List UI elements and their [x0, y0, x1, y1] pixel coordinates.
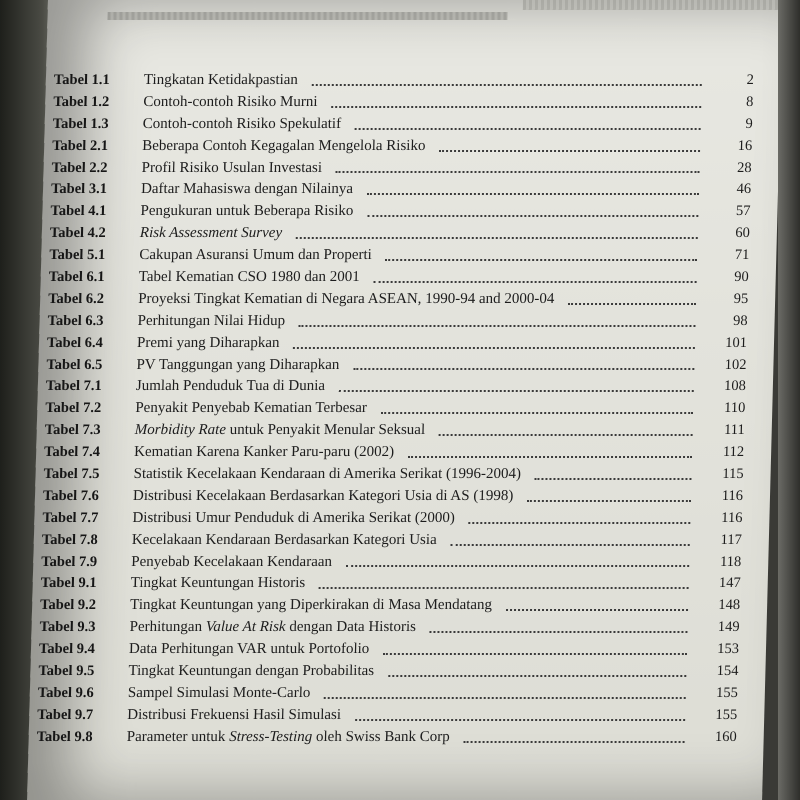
table-title [137, 333, 280, 355]
table-title [132, 508, 455, 530]
page-number: 115 [722, 466, 744, 483]
table-title-text: Risk Assessment Survey [139, 225, 283, 242]
toc-row [38, 661, 739, 683]
table-title [133, 464, 521, 486]
table-title [141, 179, 354, 201]
dot-leader [296, 235, 698, 239]
table-of-tables [36, 70, 754, 749]
table-title [136, 376, 326, 398]
dot-leader [374, 279, 697, 283]
dot-leader [506, 607, 688, 611]
page-number: 111 [723, 422, 745, 439]
page-number: 118 [719, 553, 742, 570]
page-number: 102 [724, 356, 747, 373]
toc-row [49, 245, 750, 267]
table-title [136, 355, 340, 377]
page-number: 110 [723, 400, 746, 417]
table-number: Tabel 4.1 [50, 203, 107, 220]
page-number: 148 [718, 597, 741, 614]
toc-row [45, 398, 746, 420]
table-number: Tabel 2.1 [51, 137, 109, 154]
table-number: Tabel 6.5 [46, 356, 103, 373]
page-number: 9 [745, 115, 753, 132]
page-number: 155 [715, 706, 738, 723]
page-number: 153 [717, 641, 740, 658]
table-title-text: untuk Penyakit Menular Seksual [225, 422, 426, 439]
table-number: Tabel 1.1 [53, 72, 110, 88]
page-number: 101 [725, 334, 748, 351]
table-number: Tabel 1.2 [53, 93, 110, 110]
page-number: 28 [736, 159, 752, 176]
page-number: 155 [715, 684, 739, 701]
toc-row [46, 355, 747, 377]
dot-leader [381, 410, 693, 414]
table-number: Tabel 6.4 [46, 334, 104, 351]
table-title-prefix: Parameter untuk [126, 728, 230, 745]
dot-leader [312, 82, 702, 86]
page-number: 46 [736, 181, 752, 198]
toc-row [52, 114, 753, 136]
table-title [137, 311, 285, 333]
table-title [128, 683, 311, 705]
table-title-text: Tabel Kematian CSO 1980 dan 2001 [138, 269, 360, 286]
table-title [140, 223, 283, 245]
page-number: 117 [720, 531, 743, 548]
page-number: 60 [735, 225, 751, 242]
table-number: Tabel 7.2 [45, 400, 102, 417]
table-title-italic: Morbidity Rate [134, 422, 227, 439]
toc-row [50, 201, 751, 223]
table-title [131, 552, 332, 574]
toc-row [53, 92, 754, 114]
page-number: 112 [722, 444, 745, 461]
page-number: 147 [718, 575, 741, 592]
table-number: Tabel 7.7 [42, 509, 99, 526]
page-number: 116 [721, 487, 744, 504]
table-title [129, 639, 370, 661]
dot-leader [367, 213, 698, 217]
book-edge [778, 0, 800, 800]
toc-row [40, 595, 741, 617]
dot-leader [298, 323, 695, 327]
table-number: Tabel 9.2 [39, 597, 97, 614]
table-title-text: Tingkatan Ketidakpastian [143, 72, 299, 88]
table-number: Tabel 7.1 [45, 378, 102, 395]
table-title [138, 289, 555, 311]
table-title [135, 398, 367, 420]
dot-leader [385, 257, 697, 261]
table-number: Tabel 1.3 [52, 115, 109, 132]
dot-leader [429, 629, 687, 633]
toc-row [51, 158, 752, 180]
dot-leader [367, 191, 699, 195]
toc-row [42, 508, 743, 530]
table-title-text: Perhitungan Nilai Hidup [137, 312, 286, 329]
table-title-text: Proyeksi Tingkat Kematian di Negara ASEAN, 1990-94 and 2000-04 [137, 290, 555, 307]
toc-row [41, 552, 742, 574]
table-number: Tabel 2.2 [51, 159, 108, 176]
table-number: Tabel 7.9 [41, 553, 98, 570]
table-title-text: Kematian Karena Kanker Paru-paru (2002) [133, 444, 395, 461]
table-title-text: Kecelakaan Kendaraan Berdasarkan Kategori Usia [131, 531, 437, 548]
table-title-text: dengan Data Historis [285, 619, 417, 636]
toc-row [48, 289, 749, 311]
table-title-text: Data Perhitungan VAR untuk Portofolio [128, 641, 370, 658]
table-title [133, 486, 514, 508]
table-title [127, 705, 341, 727]
table-number: Tabel 9.3 [39, 619, 96, 636]
table-number: Tabel 9.1 [40, 575, 97, 592]
toc-row [39, 617, 740, 639]
dot-leader [346, 563, 689, 567]
dot-leader [339, 388, 694, 392]
table-title-text: Profil Risiko Usulan Investasi [141, 159, 323, 176]
toc-row [44, 420, 745, 442]
toc-row [43, 464, 744, 486]
toc-row [48, 267, 749, 289]
dot-leader [464, 739, 685, 743]
table-number: Tabel 9.5 [38, 663, 95, 680]
table-title [139, 245, 372, 267]
toc-row [54, 70, 755, 92]
dot-leader [355, 126, 701, 130]
page-number: 149 [717, 619, 740, 636]
table-title-text: Penyebab Kecelakaan Kendaraan [131, 553, 333, 570]
table-number: Tabel 7.3 [44, 422, 101, 439]
table-title-text: Tingkat Keuntungan yang Diperkirakan di Masa Mendatang [129, 597, 493, 614]
page-number: 57 [735, 203, 751, 220]
table-title [132, 530, 437, 552]
dot-leader [293, 345, 695, 349]
toc-row [39, 639, 740, 661]
table-number: Tabel 9.8 [36, 728, 93, 745]
dot-leader [319, 585, 689, 589]
page-number: 98 [732, 312, 748, 329]
dot-leader [353, 366, 694, 370]
table-number: Tabel 7.5 [43, 466, 100, 483]
table-number: Tabel 9.7 [37, 706, 94, 723]
page-number: 8 [745, 93, 754, 110]
dot-leader [439, 148, 700, 152]
header-rule-right [523, 0, 800, 10]
table-title-text: Tingkat Keuntungan dengan Probabilitas [128, 663, 375, 680]
toc-row [43, 486, 744, 508]
page-number: 154 [716, 663, 739, 680]
table-title [140, 201, 353, 223]
toc-row [46, 376, 747, 398]
table-title [142, 136, 426, 158]
page-number: 71 [734, 247, 750, 264]
table-title [134, 442, 394, 464]
table-title-text: Contoh-contoh Risiko Murni [143, 93, 318, 110]
table-title-text: Premi yang Diharapkan [136, 334, 280, 351]
toc-row [42, 530, 743, 552]
table-number: Tabel 7.6 [42, 487, 100, 504]
dot-leader [534, 476, 691, 480]
table-title-text: Cakupan Asuransi Umum dan Properti [139, 247, 373, 264]
toc-row [40, 573, 741, 595]
table-title [128, 661, 374, 683]
table-title-text: oleh Swiss Bank Corp [312, 728, 450, 745]
table-title [143, 92, 318, 114]
toc-row [44, 442, 745, 464]
dot-leader [468, 520, 690, 524]
table-title-text: Jumlah Penduduk Tua di Dunia [135, 378, 326, 395]
toc-row [36, 727, 737, 749]
table-title-text: Daftar Mahasiswa dengan Nilainya [140, 181, 354, 198]
toc-row [51, 179, 752, 201]
table-title [138, 267, 360, 289]
table-title-text: Beberapa Contoh Kegagalan Mengelola Risiko [141, 137, 426, 154]
page-number: 160 [714, 728, 737, 745]
table-title [130, 573, 305, 595]
toc-row [38, 683, 739, 705]
table-title-text: Distribusi Umur Penduduk di Amerika Serikat (2000) [132, 509, 456, 526]
page-number: 2 [746, 72, 755, 88]
toc-row [37, 705, 738, 727]
table-title [141, 158, 322, 180]
dot-leader [568, 301, 696, 305]
book-page [27, 0, 783, 800]
table-title [126, 727, 450, 749]
table-number: Tabel 7.4 [43, 444, 101, 461]
table-title-text: Statistik Kecelakaan Kendaraan di Amerika Serikat (1996-2004) [133, 466, 522, 483]
table-title [130, 595, 492, 617]
dot-leader [439, 432, 693, 436]
dot-leader [383, 651, 687, 655]
table-title-text: Pengukuran untuk Beberapa Risiko [140, 203, 354, 220]
page-number: 116 [721, 509, 743, 526]
page-number: 90 [734, 269, 749, 286]
toc-row [50, 223, 751, 245]
table-number: Tabel 9.4 [38, 641, 96, 658]
dot-leader [324, 695, 686, 699]
table-title-text: Sampel Simulasi Monte-Carlo [127, 684, 311, 701]
table-title [144, 70, 299, 92]
dot-leader [527, 498, 691, 502]
table-title-text: Distribusi Frekuensi Hasil Simulasi [127, 706, 342, 723]
table-number: Tabel 5.1 [49, 247, 106, 264]
table-number: Tabel 7.8 [41, 531, 98, 548]
table-number: Tabel 6.2 [47, 290, 105, 307]
page-number: 108 [723, 378, 747, 395]
table-number: Tabel 6.1 [48, 269, 105, 286]
dot-leader [335, 169, 699, 173]
page-number: 16 [737, 137, 753, 154]
table-number: Tabel 3.1 [50, 181, 108, 198]
table-title-text: Penyakit Penyebab Kematian Terbesar [135, 400, 368, 417]
table-title-italic: Stress-Testing [228, 728, 313, 745]
toc-row [47, 311, 748, 333]
table-title-text: PV Tanggungan yang Diharapkan [136, 356, 340, 373]
dot-leader [451, 542, 690, 546]
dot-leader [408, 454, 692, 458]
table-number: Tabel 4.2 [49, 225, 106, 242]
toc-row [52, 136, 753, 158]
table-title-text: Contoh-contoh Risiko Spekulatif [142, 115, 342, 132]
table-title [129, 617, 416, 639]
header-rule [107, 12, 507, 20]
table-number: Tabel 9.6 [37, 684, 94, 701]
table-title-prefix: Perhitungan [129, 619, 207, 636]
page-number: 95 [733, 290, 749, 307]
dot-leader [331, 104, 701, 108]
table-title [142, 114, 341, 136]
table-title [134, 420, 425, 442]
dot-leader [388, 673, 686, 677]
toc-row [47, 333, 748, 355]
table-title-text: Tingkat Keuntungan Historis [130, 575, 306, 592]
table-title-text: Distribusi Kecelakaan Berdasarkan Kategori Usia di AS (1998) [132, 487, 514, 504]
table-title-italic: Value At Risk [205, 619, 286, 636]
dot-leader [355, 717, 685, 721]
table-number: Tabel 6.3 [47, 312, 104, 329]
